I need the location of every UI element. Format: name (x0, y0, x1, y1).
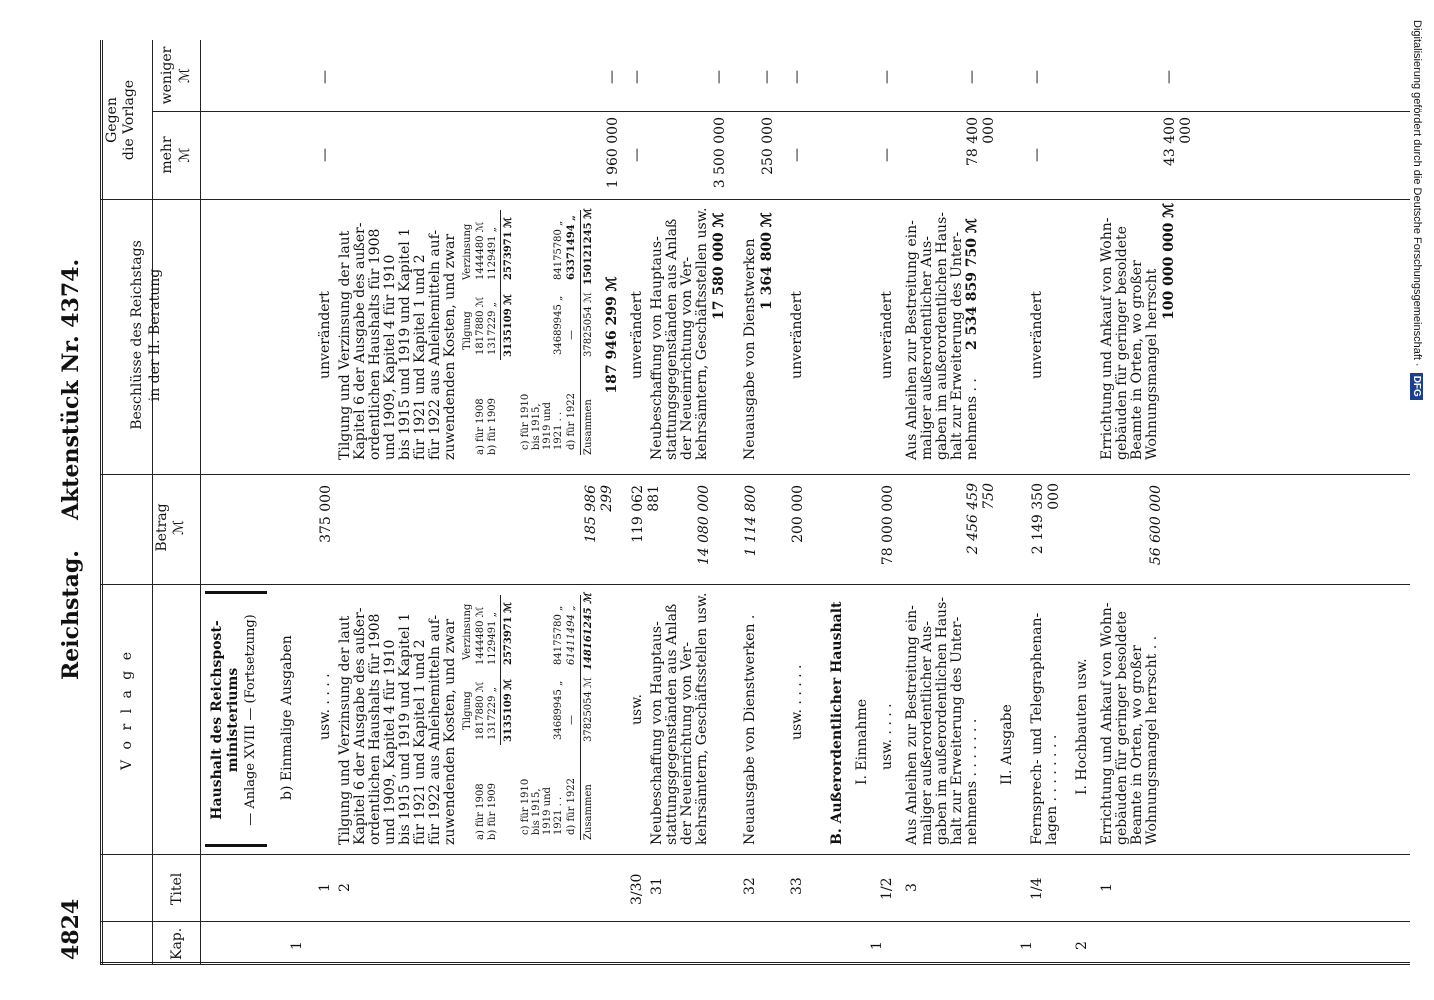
col-header-mehr: mehr (159, 136, 175, 174)
col-header-betrag-unit: ℳ (171, 520, 187, 535)
mehr-b-1-4: — (1029, 148, 1045, 162)
titel-33: 33 (789, 877, 805, 895)
section-box-line2: ministeriums (225, 667, 241, 773)
section-sub: b) Einmalige Ausgaben (279, 635, 295, 800)
vorlage-row-b-v: 1129491 „ (487, 612, 498, 665)
hochbauten-heading: I. Hochbauten usw. (1074, 658, 1090, 795)
col-header-kap: Kap. (169, 927, 185, 960)
col-header-weniger: weniger (159, 46, 175, 105)
kap-1: 1 (289, 941, 305, 950)
col-header-gegen-2: die Vorlage (121, 79, 137, 161)
vorlage-head-tilgung: Tilgung (462, 691, 473, 730)
titel-b-1-2: 1/2 (879, 877, 895, 900)
section-b-heading: B. Außerordentlicher Haushalt (829, 601, 845, 845)
vorlage-zus-rule (580, 595, 581, 840)
beschluss-row-c-v: 84175780 „ (553, 220, 564, 280)
beschluss-b-3-amount: 2 534 859 750 ℳ (964, 218, 980, 350)
weniger-b-1-2: — (879, 70, 895, 84)
beschluss-row-b-label: b) für 1909 (487, 397, 498, 455)
beschluss-row-b-t: 1317229 „ (487, 302, 498, 355)
vorlage-tilgung-text: Tilgung und Verzinsung der laut Kapitel 6 der Ausgabe des außer- ordentlichen Haushalts für 1908 und 1909, Kapitel 4 für 1910 bis 1915 und 1919 und Kapitel 1 für 1921 und Kapitel 1 und 2 für 1922 aus Anleihemitteln auf- zuwendenden Kosten, und zwar (337, 607, 458, 845)
dfg-note (1400, 20, 1434, 400)
betrag-b-1-4: 2 149 350 000 (1030, 483, 1062, 555)
vorlage-row-c-t: 34689945 „ (553, 680, 564, 740)
vorlage-sum-ab-v: 2573971 ℳ (503, 602, 514, 665)
weniger-3: — (629, 70, 645, 84)
mehr-1: — (317, 148, 333, 162)
column-header-rule (200, 40, 201, 965)
beschluss-32-amount: 1 364 800 ℳ (759, 212, 775, 310)
vorlage-row-c-v: 84175780 „ (553, 605, 564, 665)
betrag-b-err: 56 600 000 (1148, 485, 1164, 566)
beschluss-sum-rule (500, 210, 501, 360)
beschluss-33: unverändert (789, 291, 805, 379)
beschluss-neubeschaffung: Neubeschaffung von Hauptaus- stattungsgegenständen aus Anlaß der Neueinrichtung von Ver- kehrsämtern, Geschäftsstellen usw. (649, 207, 710, 460)
beschluss-31-amount: 17 580 000 ℳ (711, 212, 727, 320)
beschluss-row-a-v: 1444480 ℳ (475, 221, 486, 280)
beschluss-anleihen: Aus Anleihen zur Bestreitung ein- maliger außerordentlicher Aus- gaben im außerordentlichen Haus- halt zur Erweiterung des Unter- nehmens . . (904, 212, 980, 460)
beschluss-row-c-t: 34689945 „ (553, 295, 564, 355)
titel-1: 1 (317, 883, 333, 892)
vorlage-row-a-label: a) für 1908 (475, 783, 486, 840)
beschluss-errichtung: Errichtung und Ankauf von Wohn- gebäuden für geringer besoldete Beamte in Orten, wo großer Wohnungsmangel herrscht (1099, 217, 1160, 460)
beschluss-head-verzinsung: Verzinsung (462, 223, 473, 280)
mehr-2: 1 960 000 (605, 117, 621, 189)
beschluss-head-tilgung: Tilgung (462, 311, 473, 350)
vorlage-fernsprech: Fernsprech- und Telegraphenan- lagen . . . . . . . . (1029, 612, 1060, 845)
beschluss-row-d-v: 63371494 „ (566, 215, 577, 280)
col-sep-mehr (152, 111, 1410, 112)
beschluss-sum-2: 187 946 299 ℳ (604, 276, 620, 394)
vorlage-anleihen: Aus Anleihen zur Bestreitung ein- maliger außerordentlicher Aus- gaben im außerordentlichen Haus- halt zur Erweiterung des Unter- nehmens . . . . . . . (904, 597, 980, 845)
mehr-b-err: 43 400 000 (1162, 117, 1194, 166)
beschluss-row-b-v: 1129491 „ (487, 227, 498, 280)
ausgabe-heading: II. Ausgabe (999, 704, 1015, 785)
beschluss-row-a-t: 1817880 ℳ (475, 296, 486, 355)
usw-b: usw. . . . . (879, 703, 895, 770)
usw-33: usw. . . . . . (789, 664, 805, 740)
dfg-text: Digitalisierung gefördert durch die Deutsche Forschungsgemeinschaft · (1411, 20, 1423, 367)
titel-31: 31 (649, 877, 665, 895)
beschluss-zus-t: 37825054 ℳ (583, 292, 594, 357)
mehr-31: 3 500 000 (712, 117, 728, 189)
col-sep-kap (100, 921, 1410, 922)
betrag-32: 1 114 800 (743, 485, 759, 557)
beschluss-row-d-t: — (566, 330, 577, 340)
betrag-b-3: 2 456 459 750 (965, 483, 997, 555)
betrag-b-1-2: 78 000 000 (880, 485, 896, 566)
beschluss-neuausgabe: Neuausgabe von Dienstwerken (742, 238, 758, 460)
table-left-border (100, 962, 1410, 965)
beschluss-sum-ab-v: 2573971 ℳ (503, 217, 514, 280)
beschluss-b-1-4: unverändert (1029, 291, 1045, 379)
vorlage-neubeschaffung: Neubeschaffung von Hauptaus- stattungsgegenständen aus Anlaß der Neueinrichtung von Ver- kehrsämtern, Geschäftsstellen usw. (649, 592, 710, 845)
beschluss-3: unverändert (629, 291, 645, 379)
col-header-betrag: Betrag (154, 503, 170, 552)
titel-32: 32 (742, 877, 758, 895)
vorlage-row-b-t: 1317229 „ (487, 687, 498, 740)
section-box-line3: — Anlage XVIII — (Fortsetzung) (243, 614, 258, 826)
header-title-left: Reichstag. (58, 550, 84, 680)
betrag-3: 119 062 881 (630, 485, 662, 543)
col-sep-vorlage (100, 584, 1410, 585)
vorlage-head-verzinsung: Verzinsung (462, 603, 473, 660)
betrag-1: 375 000 (318, 485, 334, 543)
kap-b-1: 1 (869, 941, 885, 950)
einnahme-heading: I. Einnahme (854, 698, 870, 785)
kap-b-2: 2 (1074, 941, 1090, 950)
beschluss-zus-label: Zusammen (583, 399, 594, 455)
col-sep-beschluesse (100, 199, 1410, 200)
beschluss-sum-ab-t: 3135109 ℳ (503, 294, 514, 357)
vorlage-sum-ab-t: 3135109 ℳ (503, 679, 514, 742)
beschluss-row-a-label: a) für 1908 (475, 398, 486, 455)
vorlage-errichtung: Errichtung und Ankauf von Wohn- gebäuden für geringer besoldete Beamte in Orten, wo großer Wohnungsmangel herrscht . . (1099, 602, 1160, 845)
vorlage-row-c: c) für 1910 bis 1915, 1919 und 1921 . . (520, 778, 564, 835)
mehr-32: 250 000 (760, 117, 776, 175)
col-header-beschluesse-2: in der II. Beratung (147, 268, 163, 402)
betrag-2: 185 986 299 (583, 485, 615, 543)
vorlage-row-a-v: 1444480 ℳ (475, 606, 486, 665)
titel-b-3: 3 (904, 883, 920, 892)
weniger-32: — (759, 70, 775, 84)
beschluss-b-1-2: unverändert (879, 291, 895, 379)
weniger-b-err: — (1161, 70, 1177, 84)
gegen-rule (152, 40, 153, 200)
usw-1: usw. . . . . (317, 673, 333, 740)
weniger-33: — (789, 70, 805, 84)
weniger-1: — (317, 70, 333, 84)
vorlage-zus-v: 148161245 ℳ (583, 593, 594, 670)
dfg-logo: DFG (1411, 373, 1424, 400)
mehr-3: — (629, 148, 645, 162)
col-header-beschluesse-1: Beschlüsse des Reichstags (129, 240, 145, 430)
beschluss-1: unverändert (317, 291, 333, 379)
titel-b-1-4: 1/4 (1029, 877, 1045, 900)
beschluss-row-c: c) für 1910 bis 1915, 1919 und 1921 . . (520, 393, 564, 450)
kap-b-a-1: 1 (1019, 941, 1035, 950)
header-rule (100, 40, 103, 965)
col-header-titel: Titel (169, 872, 185, 905)
titel-b-err: 1 (1099, 883, 1115, 892)
page-number: 4824 (58, 898, 84, 960)
beschluss-zus-rule (580, 210, 581, 455)
betrag-31: 14 080 000 (696, 485, 712, 566)
beschluss-zus-v: 150121245 ℳ (583, 208, 594, 285)
vorlage-row-b-label: b) für 1909 (487, 782, 498, 840)
vorlage-row-a-t: 1817880 ℳ (475, 681, 486, 740)
col-header-weniger-unit: ℳ (177, 68, 193, 83)
dfg-sidebar (1400, 0, 1434, 1000)
section-box-line1: Haushalt des Reichspost- (209, 620, 225, 820)
weniger-31: — (711, 70, 727, 84)
titel-3-30: 3/30 (629, 873, 645, 905)
col-header-mehr-unit: ℳ (177, 147, 193, 163)
col-header-gegen-1: Gegen (104, 97, 120, 143)
vorlage-row-d-t: — (566, 715, 577, 725)
col-sep-betrag (100, 474, 1410, 475)
betrag-33: 200 000 (790, 485, 806, 543)
beschluss-row-d-label: d) für 1922 (566, 392, 577, 450)
vorlage-zus-label: Zusammen (583, 784, 594, 840)
beschluss-tilgung-text: Tilgung und Verzinsung der laut Kapitel 6 der Ausgabe des außer- ordentlichen Haushalts für 1908 und 1909, Kapitel 4 für 1910 bis 1915 und 1919 und Kapitel 1 für 1921 und Kapitel 1 und 2 für 1922 aus Anleihemitteln auf- zuwendenden Kosten, und zwar (337, 222, 458, 460)
vorlage-sum-rule (500, 595, 501, 745)
col-header-vorlage: V o r l a g e (119, 648, 135, 770)
vorlage-zus-t: 37825054 ℳ (583, 677, 594, 742)
mehr-b-1-2: — (879, 148, 895, 162)
weniger-b-1-4: — (1029, 70, 1045, 84)
mehr-b-3: 78 400 000 (965, 117, 997, 166)
titel-2: 2 (337, 883, 353, 892)
usw-3: usw. (629, 694, 645, 725)
weniger-b-3: — (964, 70, 980, 84)
vorlage-neuausgabe: Neuausgabe von Dienstwerken . (742, 614, 758, 845)
weniger-2: — (604, 70, 620, 84)
vorlage-row-d-label: d) für 1922 (566, 777, 577, 835)
mehr-33: — (789, 148, 805, 162)
vorlage-row-d-v: 61411494 „ (566, 605, 577, 665)
col-sep-titel (100, 854, 1410, 855)
header-title-right: Aktenstück Nr. 4374. (58, 258, 84, 520)
beschluss-b-err-amount: 100 000 000 ℳ (1161, 202, 1177, 320)
